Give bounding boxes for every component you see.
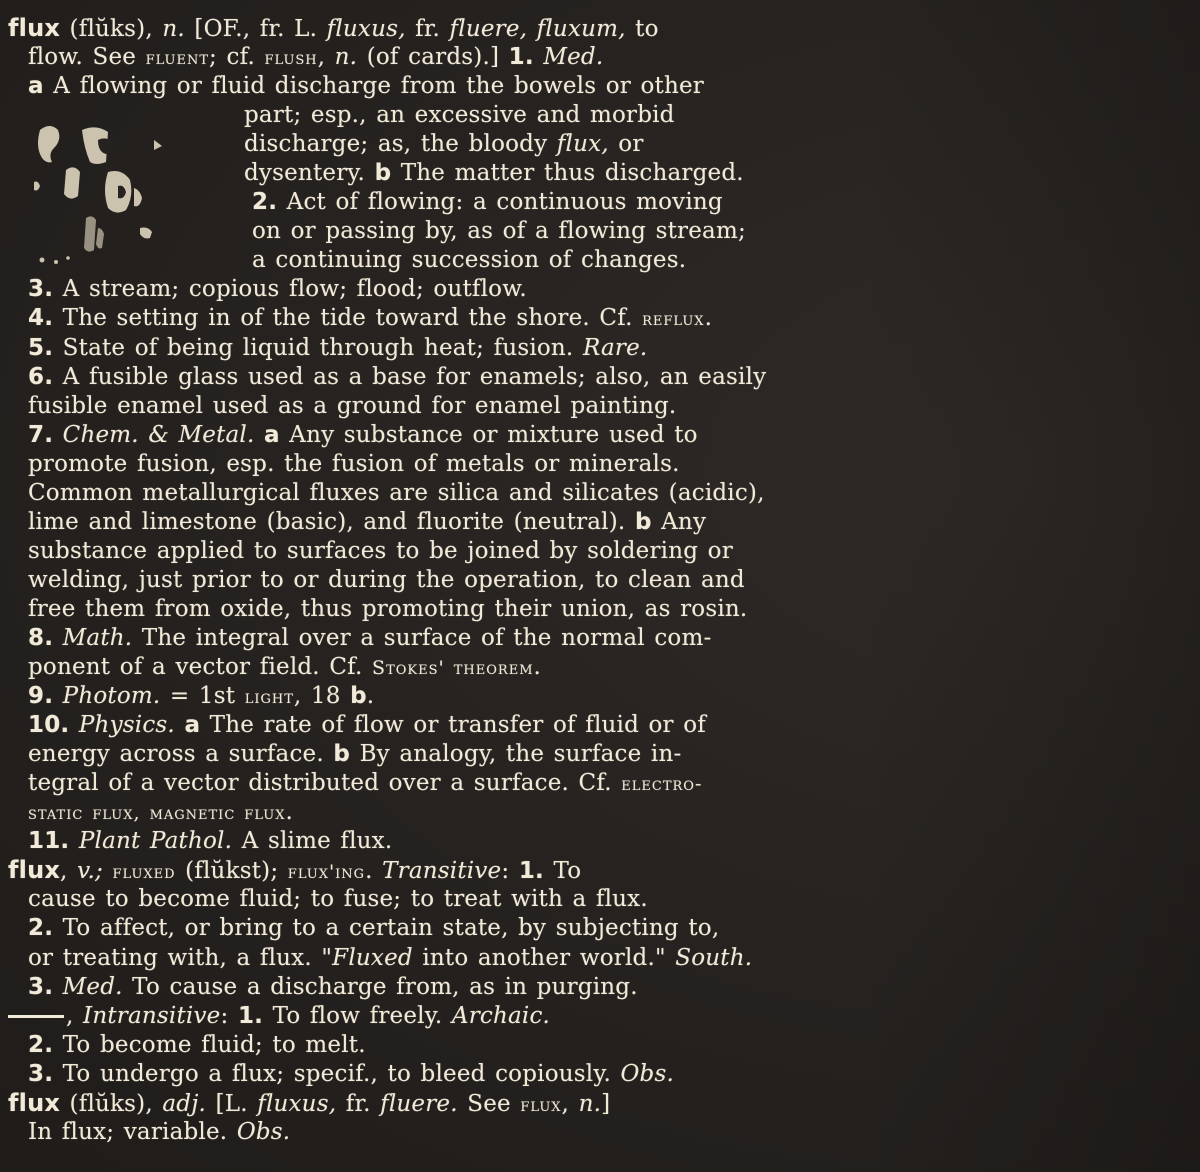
entry-line — [0, 246, 880, 275]
entry-text: 1. — [518, 858, 544, 885]
entry-text: Obs. — [236, 1118, 291, 1145]
entry-text: . — [366, 683, 375, 710]
entry-text: , 18 — [293, 683, 351, 710]
entry-text: A slime flux. — [232, 828, 393, 855]
entry-text: on or passing by, as of a flowing stream; — [252, 218, 746, 245]
entry-text: 2. — [252, 189, 278, 216]
entry-line — [0, 334, 880, 363]
entry-text: ] — [601, 1090, 611, 1117]
entry-line — [0, 450, 880, 479]
entry-line — [0, 1118, 880, 1147]
entry-text: fr. — [405, 16, 450, 42]
entry-text: (of cards).] — [357, 44, 509, 71]
entry-text: (flŭkst); — [175, 858, 288, 885]
entry-text: To — [543, 858, 582, 885]
entry-text: fusible enamel used as a ground for enamel painting. — [28, 392, 677, 419]
headword-dash — [8, 1015, 64, 1018]
entry-text — [69, 712, 79, 738]
entry-text — [103, 858, 113, 884]
entry-text: In flux; variable. — [28, 1118, 237, 1145]
entry-text: substance applied to surfaces to be joined by soldering or — [28, 537, 733, 564]
entry-text: flux — [520, 1093, 562, 1116]
entry-line — [0, 798, 880, 827]
entry-text: . — [533, 654, 542, 681]
entry-text — [175, 712, 185, 738]
entry-line — [0, 14, 880, 43]
entry-line — [0, 508, 880, 537]
entry-text: The rate of flow or transfer of fluid or of — [200, 712, 707, 739]
entry-line — [0, 740, 880, 769]
entry-text: , — [561, 1090, 579, 1117]
entry-text: , — [317, 44, 335, 71]
entry-line — [0, 1089, 880, 1118]
entry-text: reflux — [642, 308, 705, 331]
entry-line — [0, 769, 880, 798]
headword: flux — [8, 856, 61, 885]
entry-text: Obs. — [620, 1060, 674, 1087]
entry-text: a continuing succession of changes. — [252, 247, 687, 274]
entry-text: promote fusion, esp. the fusion of metals or minerals. — [28, 450, 680, 477]
entry-text: Common metallurgical fluxes are silica and silicates (acidic), — [28, 479, 765, 506]
entry-text: 8. — [28, 624, 54, 651]
entry-line — [0, 537, 880, 566]
entry-text: Any substance or mixture used to — [279, 421, 698, 448]
entry-text: 3. — [28, 1060, 54, 1087]
entry-text: To become fluid; to melt. — [53, 1031, 366, 1058]
headword: flux — [8, 1088, 61, 1117]
entry-text: b — [350, 683, 367, 710]
entry-line — [0, 914, 880, 943]
entry-text: flux'ing — [287, 861, 366, 884]
entry-text: 3. — [28, 276, 54, 303]
entry-text: The integral over a surface of the normal com- — [132, 624, 712, 651]
dictionary-entry-flux — [0, 14, 880, 1147]
entry-text: A stream; copious flow; flood; outflow. — [53, 276, 527, 303]
entry-text — [53, 422, 63, 448]
entry-text: 9. — [28, 683, 54, 710]
entry-text: By analogy, the surface in- — [350, 741, 682, 768]
entry-text: ponent of a vector field. Cf. — [28, 654, 373, 681]
entry-text: lime and limestone (basic), and fluorite (neutral). — [28, 508, 635, 535]
entry-line — [0, 682, 880, 711]
entry-text: or — [608, 131, 644, 158]
entry-text — [53, 625, 63, 651]
entry-line — [0, 479, 880, 508]
entry-text: 2. — [28, 915, 54, 942]
entry-text: Photom. — [62, 683, 161, 710]
entry-line — [0, 101, 880, 130]
entry-text: Fluxed — [332, 944, 413, 971]
entry-text: To cause a discharge from, as in purging. — [122, 973, 638, 1000]
entry-text: : — [220, 1002, 238, 1029]
entry-text: Chem. & Metal. — [62, 421, 255, 448]
entry-text: flush — [264, 47, 318, 70]
entry-text: n. — [162, 16, 185, 42]
entry-text: State of being liquid through heat; fusion. — [53, 334, 583, 361]
entry-text: static flux, magnetic flux — [28, 802, 286, 825]
entry-text: , — [66, 1002, 74, 1029]
entry-text: . — [365, 858, 383, 885]
entry-text: or treating with, a flux. " — [28, 944, 333, 971]
entry-text: n. — [334, 44, 358, 71]
entry-text: : — [501, 858, 519, 885]
entry-text: To undergo a flux; specif., to bleed copiously. — [53, 1060, 621, 1087]
entry-text: See — [457, 1090, 521, 1117]
entry-text: n. — [578, 1090, 602, 1117]
entry-text: fluxed — [112, 861, 176, 884]
entry-text: adj. — [162, 1090, 207, 1117]
entry-text — [74, 1003, 84, 1029]
entry-text: part; esp., an excessive and morbid — [244, 102, 675, 129]
entry-text: [OF., fr. L. — [184, 16, 327, 42]
entry-text: into another world." — [412, 944, 676, 971]
entry-text: tegral of a vector distributed over a surface. Cf. — [28, 770, 622, 797]
entry-text — [534, 44, 544, 70]
entry-text: energy across a surface. — [28, 741, 334, 768]
entry-line — [0, 944, 880, 973]
headword: flux — [8, 14, 61, 42]
entry-text: fluere. — [380, 1090, 458, 1117]
entry-text: A flowing or fluid discharge from the bowels or other — [43, 73, 704, 100]
entry-text: A fusible glass used as a base for enamels; also, an easily — [53, 363, 767, 390]
entry-text: South. — [675, 944, 753, 971]
entry-text: . — [285, 799, 293, 826]
entry-text: 3. — [28, 973, 54, 1000]
entry-text: a — [264, 421, 280, 448]
entry-text: To flow freely. — [263, 1002, 452, 1029]
entry-text: flux, — [556, 131, 609, 158]
entry-text: Any — [651, 508, 707, 535]
entry-text: , — [60, 858, 78, 885]
entry-text: 5. — [28, 334, 54, 361]
entry-text: b — [333, 741, 351, 768]
entry-line — [0, 72, 880, 101]
entry-line — [0, 1031, 880, 1060]
entry-text: 4. — [28, 305, 54, 332]
entry-text: to — [625, 16, 659, 42]
entry-text: [L. — [206, 1090, 258, 1117]
entry-text: Rare. — [582, 334, 648, 361]
entry-line — [0, 217, 880, 246]
entry-text — [53, 683, 63, 709]
entry-text — [255, 422, 265, 448]
entry-text: 7. — [28, 421, 54, 448]
entry-text: fluxus, — [257, 1090, 337, 1117]
entry-line — [0, 363, 880, 392]
entry-text: To affect, or bring to a certain state, by subjecting to, — [53, 915, 720, 942]
entry-text: a — [28, 73, 44, 100]
entry-text: Act of flowing: a continuous moving — [277, 189, 723, 216]
entry-text: v.; — [77, 858, 104, 885]
entry-text: (flŭks), — [60, 16, 163, 42]
entry-line — [0, 43, 880, 72]
entry-text: electro- — [621, 773, 703, 796]
entry-text: ; cf. — [209, 44, 265, 71]
entry-text: Med. — [543, 44, 604, 71]
entry-line — [0, 595, 880, 624]
entry-text: free them from oxide, thus promoting their union, as rosin. — [28, 595, 748, 622]
entry-line — [0, 1002, 880, 1031]
entry-text: cause to become fluid; to fuse; to treat with a flux. — [28, 886, 648, 913]
entry-line — [0, 653, 880, 682]
entry-text: fluxus, — [326, 16, 406, 42]
entry-text — [53, 974, 63, 1000]
entry-text: 1. — [237, 1002, 264, 1029]
entry-text: 2. — [28, 1031, 54, 1058]
entry-text: Math. — [62, 624, 133, 651]
entry-text: discharge; as, the bloody — [244, 131, 557, 158]
entry-line — [0, 827, 880, 856]
entry-text: . — [704, 305, 713, 332]
entry-text: (flŭks), — [60, 1090, 163, 1117]
entry-text: fluere, fluxum, — [449, 16, 626, 42]
entry-text: Transitive — [382, 858, 502, 885]
entry-text: Med. — [62, 973, 123, 1000]
entry-line — [0, 711, 880, 740]
entry-line — [0, 566, 880, 595]
entry-text: Plant Pathol. — [78, 828, 233, 855]
entry-text: a — [184, 712, 201, 739]
entry-text: light — [244, 686, 294, 709]
entry-text: b — [634, 508, 652, 535]
entry-text: 11. — [28, 828, 70, 855]
entry-line — [0, 1060, 880, 1089]
entry-text: Archaic. — [451, 1002, 551, 1029]
entry-line — [0, 624, 880, 653]
entry-text: 1. — [508, 44, 534, 71]
entry-line — [0, 392, 880, 421]
entry-text: fr. — [336, 1090, 381, 1117]
entry-text: Stokes' theorem — [372, 657, 534, 680]
entry-text: b — [374, 160, 392, 187]
entry-text: Intransitive — [83, 1002, 221, 1029]
entry-line — [0, 188, 880, 217]
entry-line — [0, 275, 880, 304]
entry-text: 10. — [28, 712, 70, 739]
entry-text: dysentery. — [244, 160, 375, 187]
entry-line — [0, 885, 880, 914]
entry-text: The matter thus discharged. — [391, 160, 744, 187]
entry-line — [0, 973, 880, 1002]
entry-line — [0, 304, 880, 333]
entry-text: The setting in of the tide toward the shore. Cf. — [53, 305, 643, 332]
entry-line — [0, 421, 880, 450]
entry-text: welding, just prior to or during the operation, to clean and — [28, 566, 745, 593]
entry-line — [0, 130, 880, 159]
entry-text: fluent — [145, 47, 210, 70]
entry-line — [0, 856, 880, 885]
entry-text: flow. See — [28, 44, 146, 71]
entry-text: 6. — [28, 363, 54, 390]
entry-line — [0, 159, 880, 188]
entry-text — [69, 828, 79, 854]
entry-text: Physics. — [78, 712, 175, 739]
entry-text: = 1st — [160, 683, 245, 710]
